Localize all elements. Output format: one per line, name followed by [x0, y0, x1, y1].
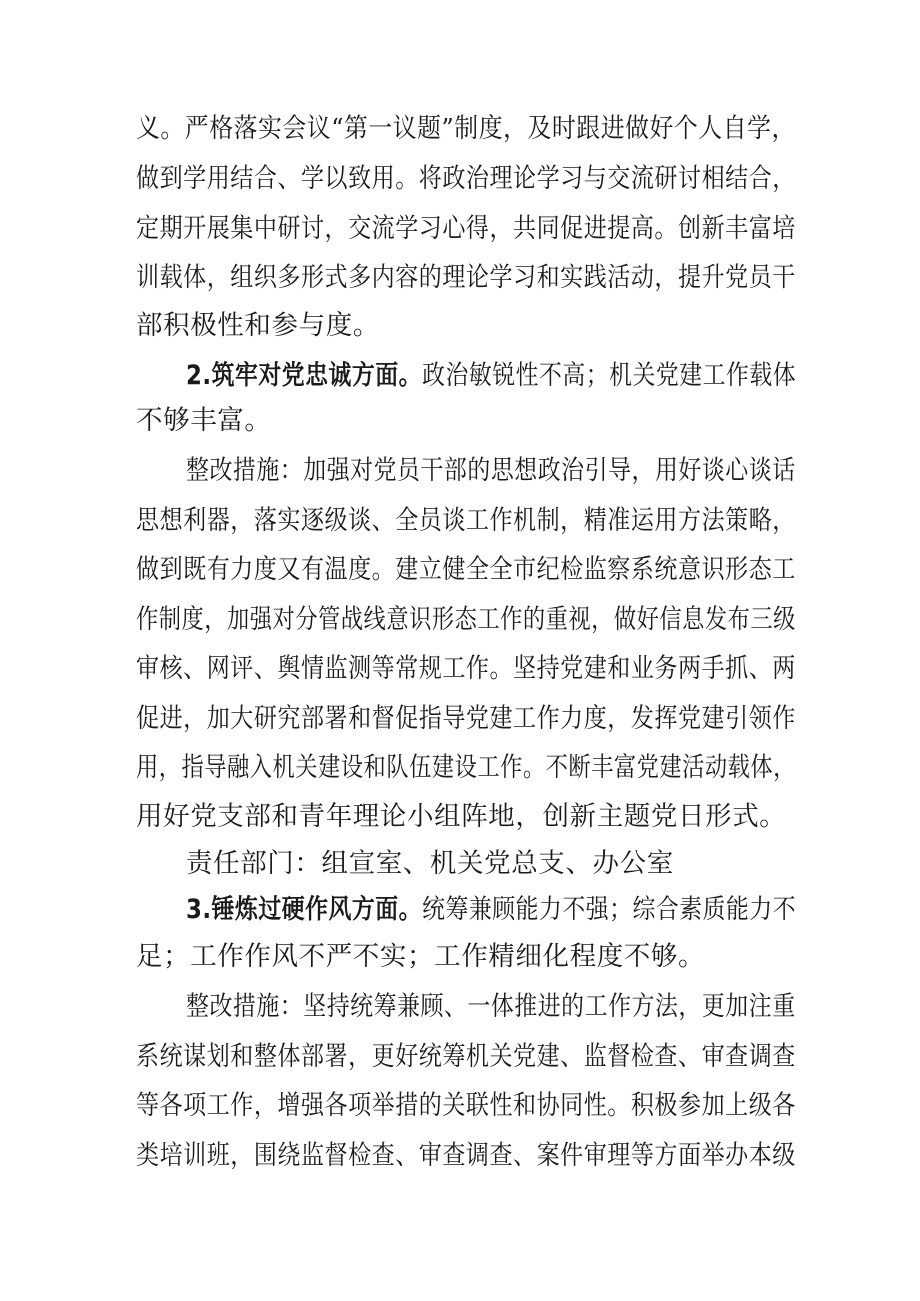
text-line: 责任部门：组宣室、机关党总支、办公室 — [186, 848, 674, 879]
text-line: 用好党支部和青年理论小组阵地，创新主题党日形式。 — [136, 801, 787, 832]
section-heading: 3.锤炼过硬作风方面。 — [186, 894, 423, 925]
text-line: 定期开展集中研讨，交流学习心得，共同促进提高。创新丰富培 — [136, 213, 796, 244]
text-line: 作制度，加强对分管战线意识形态工作的重视，做好信息发布三级 — [136, 604, 796, 635]
section-heading: 2.筑牢对党忠诚方面。 — [186, 360, 423, 391]
text-line: 等各项工作，增强各项举措的关联性和协同性。积极参加上级各 — [136, 1090, 796, 1121]
section-text: 统筹兼顾能力不强；综合素质能力不 — [422, 894, 797, 925]
text-line: 系统谋划和整体部署，更好统筹机关党建、监督检查、审查调查 — [136, 1041, 796, 1072]
text-line: 用，指导融入机关建设和队伍建设工作。不断丰富党建活动载体， — [136, 752, 796, 783]
text-line: 部积极性和参与度。 — [136, 310, 380, 341]
text-line: 做到既有力度又有温度。建立健全全市纪检监察系统意识形态工 — [136, 554, 796, 585]
text-line: 审核、网评、舆情监测等常规工作。坚持党建和业务两手抓、两 — [136, 653, 796, 684]
text-line: 类培训班，围绕监督检查、审查调查、案件审理等方面举办本级 — [136, 1140, 796, 1171]
text-line: 不够丰富。 — [136, 405, 272, 436]
section-heading-line — [186, 359, 797, 393]
section-text: 政治敏锐性不高；机关党建工作载体 — [422, 360, 797, 391]
text-line: 整改措施：坚持统筹兼顾、一体推进的工作方法，更加注重 — [186, 991, 796, 1022]
text-line: 足；工作作风不严不实；工作精细化程度不够。 — [136, 941, 706, 972]
text-line: 整改措施：加强对党员干部的思想政治引导，用好谈心谈话 — [186, 455, 796, 486]
section-heading-line — [186, 893, 797, 927]
text-line: 义。严格落实会议“第一议题”制度，及时跟进做好个人自学， — [136, 113, 796, 144]
text-line: 训载体，组织多形式多内容的理论学习和实践活动，提升党员干 — [136, 262, 796, 293]
text-line: 促进，加大研究部署和督促指导党建工作力度，发挥党建引领作 — [136, 703, 796, 734]
text-line: 思想利器，落实逐级谈、全员谈工作机制，精准运用方法策略， — [136, 505, 796, 536]
text-line: 做到学用结合、学以致用。将政治理论学习与交流研讨相结合， — [136, 163, 796, 194]
